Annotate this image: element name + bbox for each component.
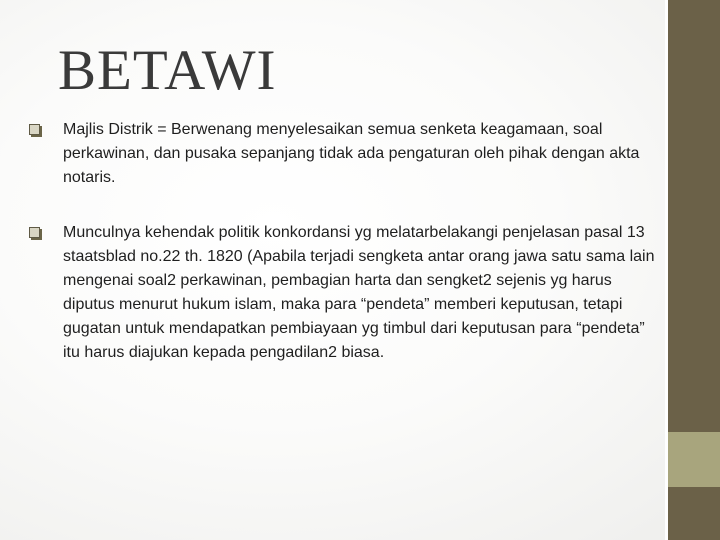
hollow-square-bullet-icon <box>29 227 40 238</box>
bullet-item-majlis-distrik <box>28 118 668 190</box>
hollow-square-bullet-icon <box>29 124 40 135</box>
bullet-text: Munculnya kehendak politik konkordansi yg melatarbelakangi penjelasan pasal 13 staatsblad no.22 th. 1820 (Apabila terjadi sengketa antar orang jawa satu sama lain mengenai soal2 perkawinan, pembagian harta dan sengket2 sejenis yg harus diputus menurut hukum islam, maka para “pendeta” memberi keputusan, tetapi gugatan untuk mendapatkan pembiayaan yg timbul dari keputusan para “pendeta” itu harus diajukan kepada pengadilan2 biasa. <box>63 224 655 361</box>
bullet-list <box>28 118 668 365</box>
bullet-text: Majlis Distrik = Berwenang menyelesaikan semua senketa keagamaan, soal perkawinan, dan pusaka sepanjang tidak ada pengaturan oleh pihak dengan akta notaris. <box>63 121 640 186</box>
bullet-item-konkordansi <box>28 221 668 365</box>
slide-title: BETAWI <box>58 39 277 102</box>
side-accent-block <box>668 432 720 487</box>
